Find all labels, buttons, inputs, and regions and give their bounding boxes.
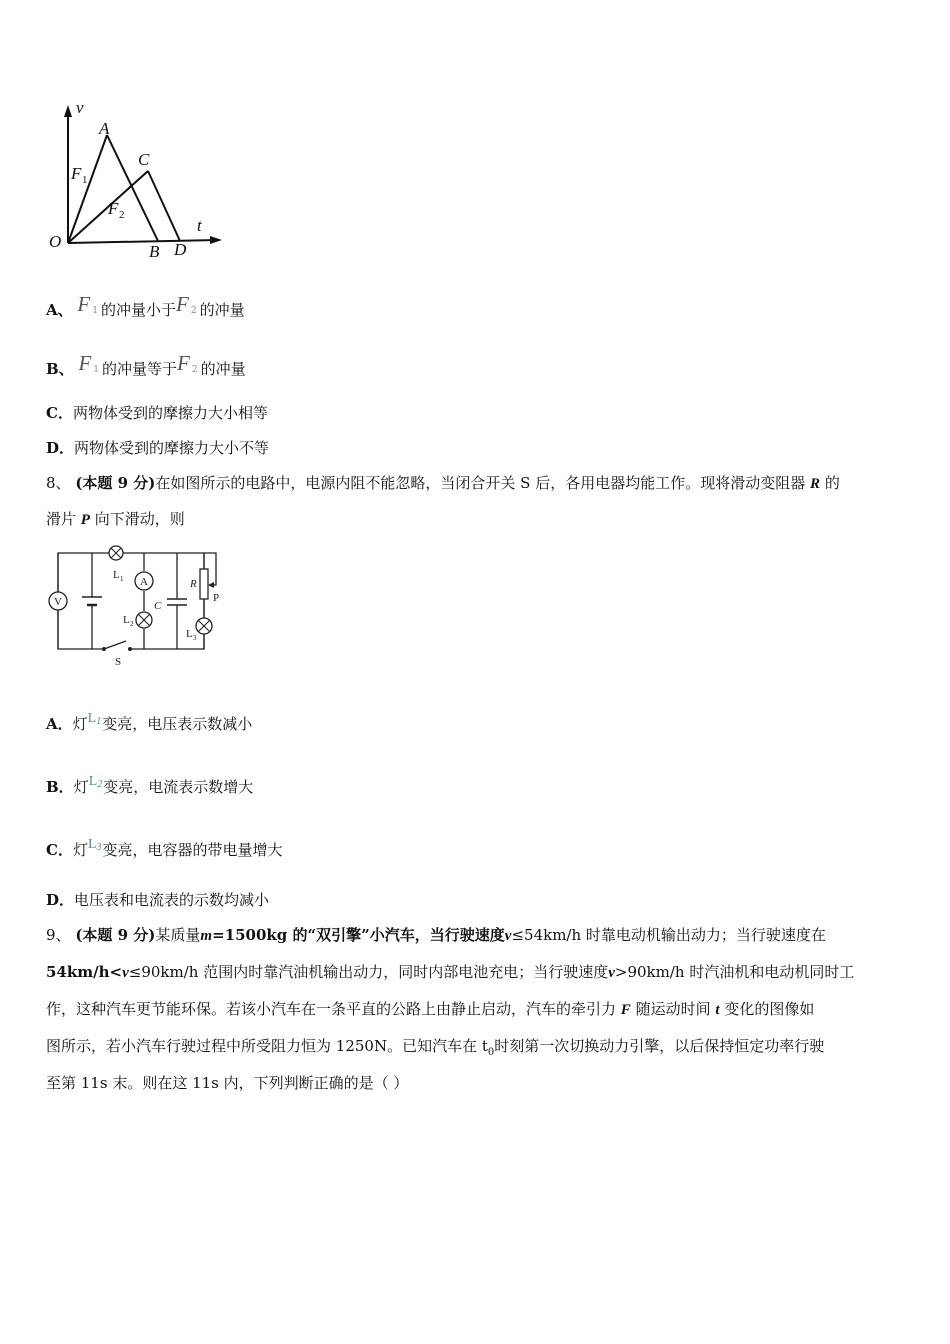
option-prefix: 灯	[72, 841, 88, 859]
option-text: 变亮，电容器的带电量增大	[102, 841, 283, 859]
stem-text: =1500kg 的“双引擎”小汽车，当行驶速度	[212, 926, 505, 944]
f2-label: F	[108, 199, 119, 218]
point-b-label: B	[149, 242, 160, 261]
question-number: 9、	[46, 926, 71, 944]
stem-text: ≤54km/h 时靠电动机输出动力；当行驶速度在	[511, 926, 826, 944]
option-text: 变亮，电流表示数增大	[103, 778, 254, 796]
f2-symbol: F	[177, 351, 190, 375]
stem-text-end: 的	[824, 474, 840, 492]
stem-text: 随运动时间	[635, 1000, 711, 1018]
option-letter: D．	[46, 891, 75, 909]
lamp-subscript: 2	[97, 779, 103, 790]
f2-subscript: 2	[190, 306, 197, 316]
capacitor-label: C	[154, 600, 162, 612]
stem-text-end: 向下滑动，则	[94, 510, 185, 528]
q9-stem-line4	[46, 1036, 824, 1063]
option-prefix: 灯	[72, 715, 88, 733]
l3-label: L	[186, 628, 193, 640]
l1-label: L	[113, 569, 120, 581]
var-m: m	[200, 928, 213, 944]
lamp-symbol: L	[88, 774, 98, 789]
q9-stem-line3	[46, 999, 814, 1020]
stem-text: >90km/h 时汽油机和电动机同时工	[614, 963, 855, 981]
f2-symbol: F	[176, 292, 189, 316]
f1-symbol: F	[77, 292, 91, 316]
f2-subscript: 2	[119, 209, 125, 221]
stem-text: 图所示，若小汽车行驶过程中所受阻力恒为 1250N。已知汽车在 t	[46, 1037, 488, 1055]
lamp-symbol: L	[87, 837, 97, 852]
question-number: 8、	[46, 474, 71, 492]
question-score: (本题 9 分)	[75, 926, 156, 944]
option-text: 的冲量等于	[102, 360, 178, 378]
t0-subscript: 0	[487, 1047, 495, 1058]
f2-subscript: 2	[191, 365, 198, 375]
q8-option-c	[46, 837, 283, 863]
q7-option-c	[46, 403, 268, 423]
l2-label: L	[123, 614, 130, 626]
f1-symbol: F	[78, 351, 92, 375]
rheostat-label: R	[190, 578, 197, 590]
q9-stem-line5	[46, 1073, 408, 1093]
stem-text: 在如图所示的电路中，电源内阻不能忽略，当闭合开关 S 后，各用电器均能工作。现将滑动变阻器	[155, 474, 806, 492]
option-letter: B．	[46, 778, 74, 796]
q9-stem-line2	[46, 962, 854, 983]
t-axis-arrow	[210, 236, 222, 244]
stem-text: 作，这种汽车更节能环保。若该小汽车在一条平直的公路上由静止启动，汽车的牵引力	[46, 1000, 617, 1018]
option-letter: A．	[46, 715, 73, 733]
option-letter: C．	[46, 841, 73, 859]
v-axis-arrow	[64, 105, 72, 117]
voltmeter-label: V	[54, 596, 62, 608]
option-text: 变亮，电压表示数减小	[102, 715, 253, 733]
l1-subscript: 1	[120, 575, 124, 583]
var-v: v	[504, 928, 512, 944]
f1-subscript: 1	[82, 174, 88, 186]
lamp-subscript: 1	[96, 716, 102, 727]
option-text: 两物体受到的摩擦力大小相等	[72, 404, 268, 422]
point-a-label: A	[99, 119, 110, 138]
point-c-label: C	[138, 150, 150, 169]
option-letter: A、	[46, 301, 73, 319]
slider-label: P	[213, 592, 220, 604]
slider-arrow	[208, 582, 214, 588]
ammeter-label: A	[140, 576, 148, 588]
option-text: 电压表和电流表的示数均减小	[74, 891, 270, 909]
origin-label: O	[49, 232, 62, 251]
line-ab	[107, 135, 158, 241]
stem-text: ≤90km/h 范围内时靠汽油机输出动力，同时内部电池充电；当行驶速度	[128, 963, 609, 981]
f1-subscript: 1	[93, 365, 100, 375]
circuit-diagram	[44, 545, 234, 670]
q7-option-b	[46, 351, 246, 382]
option-text-end: 的冲量	[199, 301, 245, 319]
q8-option-a	[46, 711, 253, 737]
stem-text: 某质量	[155, 926, 201, 944]
stem-text: 54km/h<	[46, 963, 123, 981]
stem-text: 时刻第一次切换动力引擎，以后保持恒定功率行驶	[494, 1037, 825, 1055]
stem-text: 变化的图像如	[724, 1000, 815, 1018]
option-text: 两物体受到的摩擦力大小不等	[74, 439, 270, 457]
point-d-label: D	[174, 240, 187, 259]
var-f: F	[620, 1002, 631, 1018]
rheostat-r	[200, 569, 208, 599]
q8-option-d	[46, 890, 269, 910]
option-text-end: 的冲量	[200, 360, 246, 378]
l2-subscript: 2	[130, 620, 134, 628]
f1-label: F	[71, 164, 82, 183]
q8-stem-line1	[46, 473, 840, 494]
lamp-subscript: 3	[96, 842, 102, 853]
var-p: P	[80, 512, 90, 528]
v-axis-label: v	[76, 98, 84, 117]
var-t: t	[715, 1002, 720, 1018]
option-letter: B、	[46, 360, 74, 378]
option-letter: D．	[46, 439, 75, 457]
q7-option-a	[46, 292, 245, 323]
stem-text: 滑片	[46, 510, 77, 528]
q8-stem-line2	[46, 509, 185, 530]
f1-subscript: 1	[92, 306, 98, 316]
stem-text: 至第 11s 末。则在这 11s 内，下列判断正确的是（ ）	[46, 1074, 409, 1092]
option-letter: C．	[46, 404, 73, 422]
switch-label: S	[115, 656, 122, 668]
lamp-symbol: L	[87, 711, 97, 726]
l3-subscript: 3	[193, 634, 197, 642]
var-v: v	[122, 965, 129, 981]
switch-s	[104, 641, 126, 649]
q8-option-b	[46, 774, 254, 800]
question-score: (本题 9 分)	[75, 474, 156, 492]
line-oa	[68, 135, 107, 243]
q7-option-d	[46, 438, 269, 458]
var-v: v	[608, 965, 615, 981]
velocity-time-graph	[40, 95, 230, 265]
option-prefix: 灯	[73, 778, 89, 796]
t-axis-label: t	[197, 216, 202, 235]
q9-stem-line1	[46, 925, 826, 946]
option-text: 的冲量小于	[100, 301, 176, 319]
t-axis	[68, 240, 218, 243]
var-r: R	[810, 476, 821, 492]
